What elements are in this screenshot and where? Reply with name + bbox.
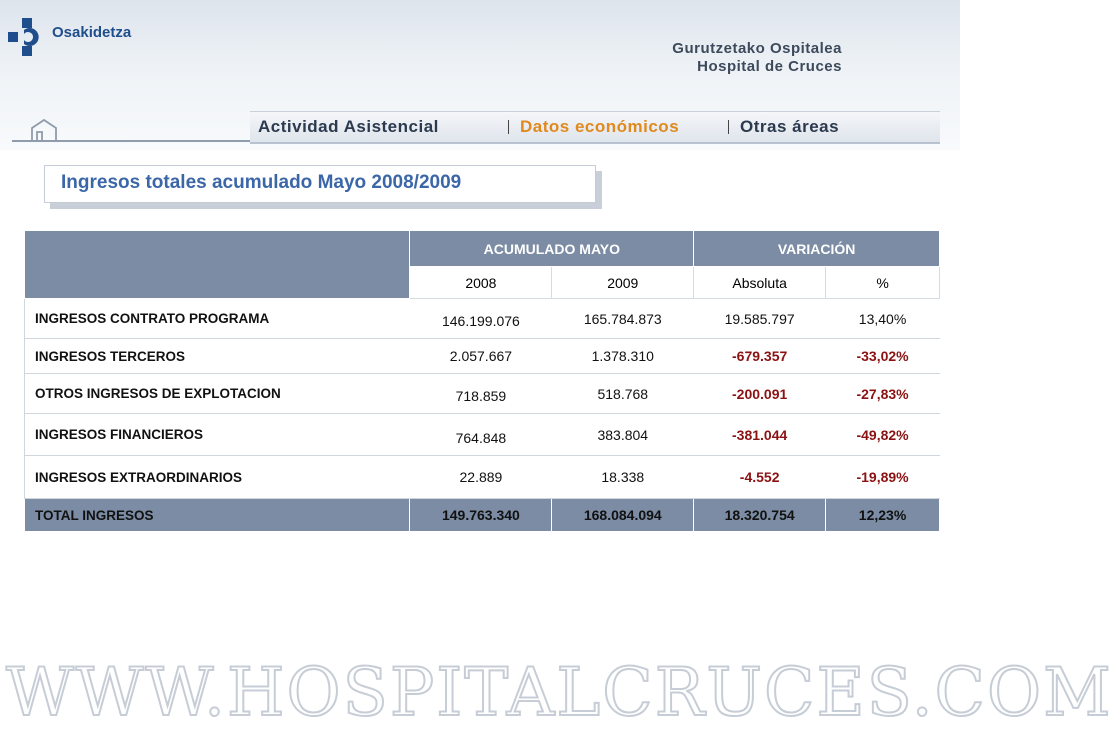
page-title-box [44,165,596,203]
total-percent: 12,23% [826,499,940,532]
nav-separator [728,120,729,134]
cell-2008: 146.199.076 [410,299,552,339]
brand-name: Osakidetza [52,24,132,41]
cell-absoluta: -381.044 [694,414,826,456]
cell-2008: 764.848 [410,414,552,456]
table-row [25,456,940,499]
hospital-name [672,40,842,76]
cell-percent: -27,83% [826,374,940,414]
nav-separator [508,120,509,134]
cell-percent: 13,40% [826,299,940,339]
total-label: TOTAL INGRESOS [25,499,410,532]
cell-2009: 518.768 [552,374,694,414]
table-row [25,374,940,414]
cell-2009: 165.784.873 [552,299,694,339]
total-row [25,499,940,532]
table-corner-cell [25,231,410,299]
cell-percent: -19,89% [826,456,940,499]
cell-percent: -49,82% [826,414,940,456]
cell-percent: -33,02% [826,339,940,374]
subheader-percent: % [826,267,940,299]
home-divider-line [12,140,250,142]
cell-absoluta: 19.585.797 [694,299,826,339]
cell-2009: 1.378.310 [552,339,694,374]
table-row [25,414,940,456]
header-variacion: VARIACIÓN [694,231,940,267]
table-row [25,339,940,374]
hospital-name-basque: Gurutzetako Ospitalea [672,40,842,57]
total-absoluta: 18.320.754 [694,499,826,532]
top-navigation [250,111,940,144]
nav-otras-areas[interactable]: Otras áreas [740,117,840,136]
row-label: INGRESOS CONTRATO PROGRAMA [25,299,410,339]
total-2009: 168.084.094 [552,499,694,532]
home-icon[interactable] [28,118,64,142]
row-label: INGRESOS TERCEROS [25,339,410,374]
cell-absoluta: -679.357 [694,339,826,374]
cell-2008: 2.057.667 [410,339,552,374]
nav-datos-economicos[interactable]: Datos económicos [520,117,680,136]
income-table [24,230,940,532]
cell-2009: 18.338 [552,456,694,499]
row-label: OTROS INGRESOS DE EXPLOTACION [25,374,410,414]
cell-2008: 22.889 [410,456,552,499]
cell-2009: 383.804 [552,414,694,456]
total-2008: 149.763.340 [410,499,552,532]
cell-2008: 718.859 [410,374,552,414]
page-header [0,0,960,150]
website-watermark [0,654,1113,731]
header-acumulado-mayo: ACUMULADO MAYO [410,231,694,267]
watermark-text: WWW.HOSPITALCRUCES.COM [6,654,1113,731]
row-label: INGRESOS FINANCIEROS [25,414,410,456]
cell-absoluta: -4.552 [694,456,826,499]
hospital-name-spanish: Hospital de Cruces [697,58,842,75]
table-row [25,299,940,339]
page-title: Ingresos totales acumulado Mayo 2008/2009 [61,172,462,193]
nav-actividad-asistencial[interactable]: Actividad Asistencial [258,117,439,136]
cell-absoluta: -200.091 [694,374,826,414]
subheader-2008: 2008 [410,267,552,299]
subheader-absoluta: Absoluta [694,267,826,299]
osakidetza-logo-icon [8,18,48,58]
subheader-2009: 2009 [552,267,694,299]
row-label: INGRESOS EXTRAORDINARIOS [25,456,410,499]
